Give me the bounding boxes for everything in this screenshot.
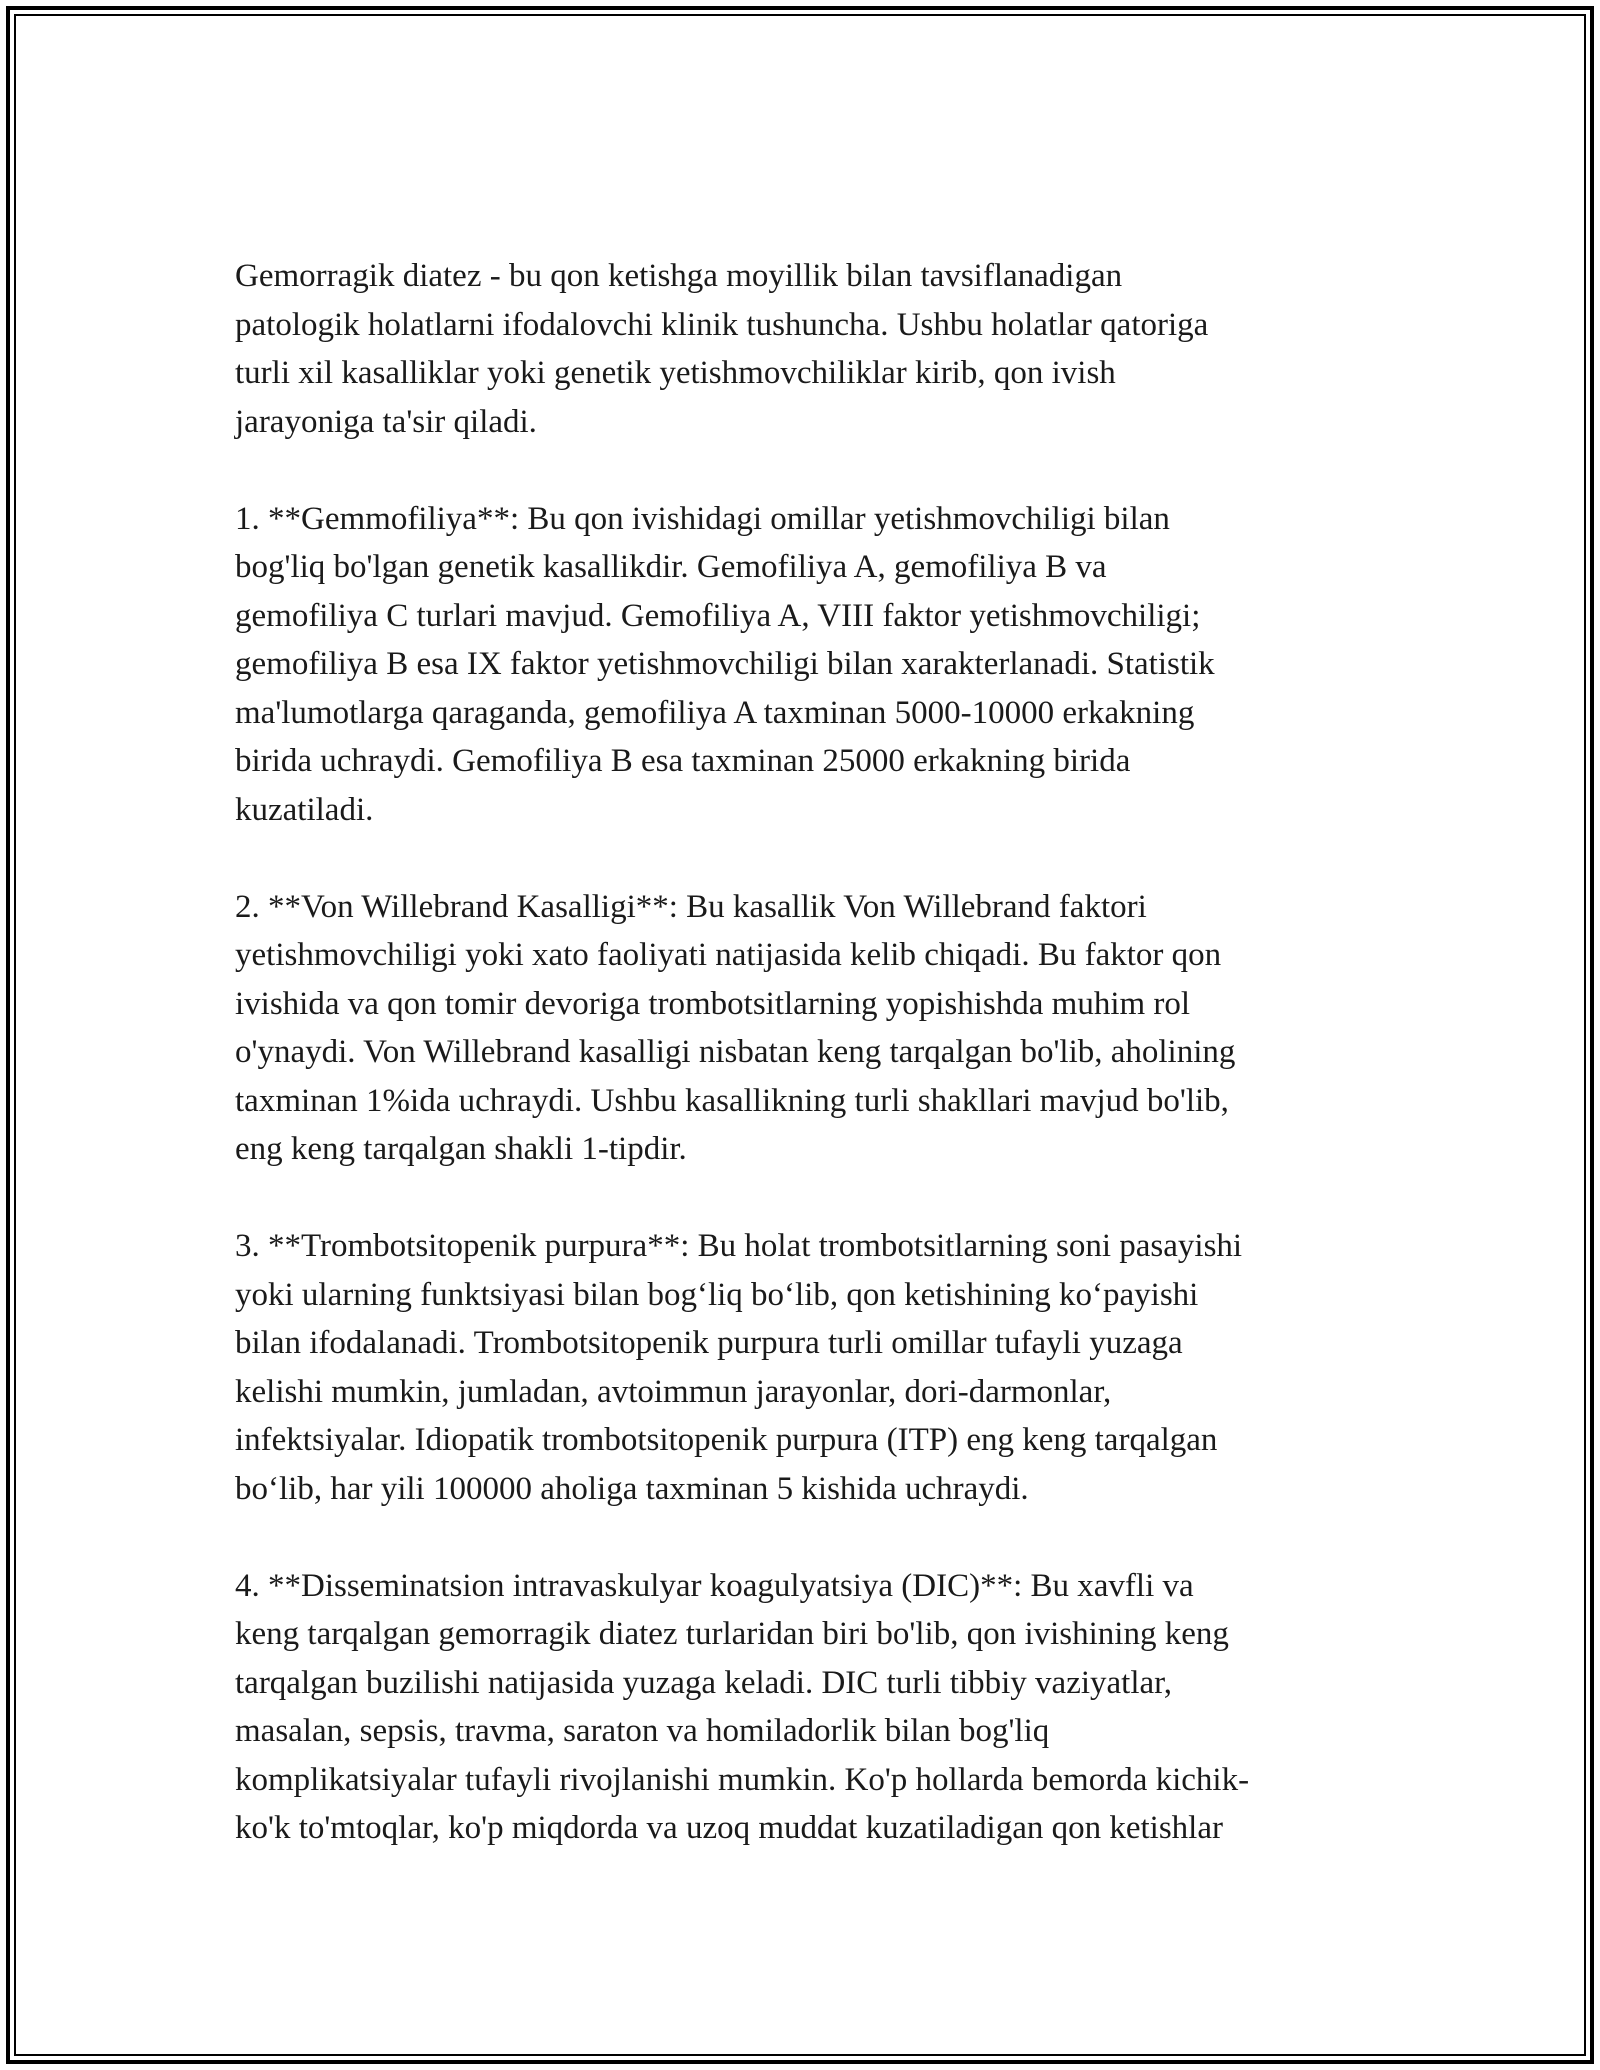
paragraph-von-willebrand: 2. **Von Willebrand Kasalligi**: Bu kasallik Von Willebrand faktori yetishmovchiligi yoki xato faoliyati natijasida kelib chiqadi. Bu faktor qon ivishida va qon tomir devoriga trombotsitlarning yopishishda muhim rol o'ynaydi. Von Willebrand kasalligi nisbatan keng tarqalgan bo'lib, aholining taxminan 1%ida uchraydi. Ushbu kasallikning turli shakllari mavjud bo'lib, eng keng tarqalgan shakli 1-tipdir. [235, 888, 1236, 1167]
document-body [235, 252, 1365, 1901]
paragraph-thrombocytopenic-purpura: 3. **Trombotsitopenik purpura**: Bu holat trombotsitlarning soni pasayishi yoki ularning funktsiyasi bilan bog‘liq bo‘lib, qon ketishining ko‘payishi bilan ifodalanadi. Trombotsitopenik purpura turli omillar tufayli yuzaga kelishi mumkin, jumladan, avtoimmun jarayonlar, dori-darmonlar, infektsiyalar. Idiopatik trombotsitopenik purpura (ITP) eng keng tarqalgan bo‘lib, har yili 100000 aholiga taxminan 5 kishida uchraydi. [235, 1228, 1243, 1507]
intro-paragraph: Gemorragik diatez - bu qon ketishga moyillik bilan tavsiflanadigan patologik holatlarni ifodalovchi klinik tushuncha. Ushbu holatlar qatoriga turli xil kasalliklar yoki genetik yetishmovchiliklar kirib, qon ivish jarayoniga ta'sir qiladi. [235, 258, 1209, 440]
paragraph-hemophilia: 1. **Gemmofiliya**: Bu qon ivishidagi omillar yetishmovchiligi bilan bog'liq bo'lgan genetik kasallikdir. Gemofiliya A, gemofiliya B va gemofiliya C turlari mavjud. Gemofiliya A, VIII faktor yetishmovchiligi; gemofiliya B esa IX faktor yetishmovchiligi bilan xarakterlanadi. Statistik ma'lumotlarga qaraganda, gemofiliya A taxminan 5000-10000 erkakning birida uchraydi. Gemofiliya B esa taxminan 25000 erkakning birida kuzatiladi. [235, 500, 1215, 828]
paragraph-dic: 4. **Disseminatsion intravaskulyar koagulyatsiya (DIC)**: Bu xavfli va keng tarqalgan gemorragik diatez turlaridan biri bo'lib, qon ivishining keng tarqalgan buzilishi natijasida yuzaga keladi. DIC turli tibbiy vaziyatlar, masalan, sepsis, travma, saraton va homiladorlik bilan bog'liq komplikatsiyalar tufayli rivojlanishi mumkin. Ko'p hollarda bemorda kichik- ko'k to'mtoqlar, ko'p miqdorda va uzoq muddat kuzatiladigan qon ketishlar [235, 1567, 1250, 1846]
